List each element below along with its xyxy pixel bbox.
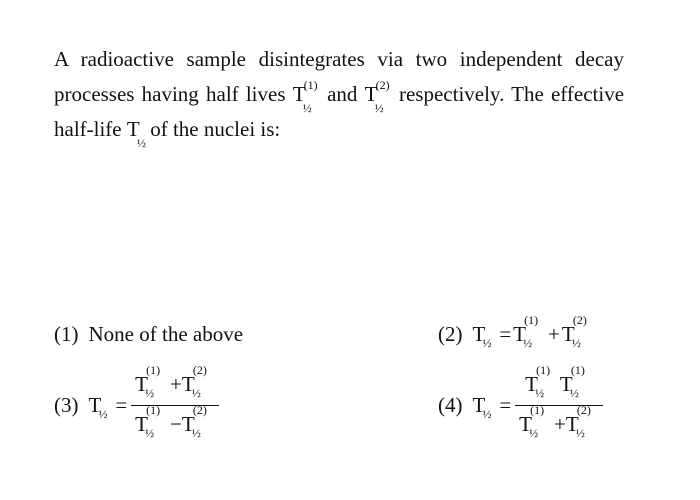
fraction-denominator: T (1) ½ −T (2) ½ xyxy=(135,403,207,440)
and-word: and xyxy=(327,82,358,106)
plus-sign: + xyxy=(548,322,560,346)
option-2-lhs: T ½ xyxy=(472,322,492,350)
half-life-2: T (2) ½ xyxy=(364,78,390,115)
option-2[interactable] xyxy=(438,313,587,350)
option-2-number: (2) xyxy=(438,322,463,346)
option-4-number: (4) xyxy=(438,393,463,417)
option-4-fraction xyxy=(515,363,603,445)
option-2-term-2: T (2) ½ xyxy=(561,313,587,350)
option-4-lhs: T ½ xyxy=(472,393,492,421)
option-2-term-1: T (1) ½ xyxy=(513,313,539,350)
option-1[interactable] xyxy=(54,322,243,347)
option-3[interactable] xyxy=(54,363,219,445)
option-4[interactable] xyxy=(438,363,603,445)
half-life-1: T (1) ½ xyxy=(292,78,318,115)
equals-sign: = xyxy=(499,322,512,346)
question-part-1: A radioactive sample disintegrates via two independent decay processes having half lives xyxy=(54,47,624,106)
question-part-3: of the nuclei is: xyxy=(150,117,281,141)
fraction-numerator: T (1) ½ +T (2) ½ xyxy=(135,363,207,400)
fraction-denominator: T (1) ½ +T (2) ½ xyxy=(519,403,591,440)
equals-sign: = xyxy=(115,393,128,417)
option-1-number: (1) xyxy=(54,322,79,346)
question-text xyxy=(54,42,625,150)
option-3-lhs: T ½ xyxy=(88,393,108,421)
option-3-fraction xyxy=(131,363,219,445)
effective-half-life: T ½ xyxy=(126,117,146,150)
fraction-numerator: T (1) ½ T (1) ½ xyxy=(525,363,585,400)
question-part-2: respectively. The effective half-life xyxy=(54,82,625,141)
option-1-text: None of the above xyxy=(88,322,244,346)
equals-sign: = xyxy=(499,393,512,417)
option-3-number: (3) xyxy=(54,393,79,417)
